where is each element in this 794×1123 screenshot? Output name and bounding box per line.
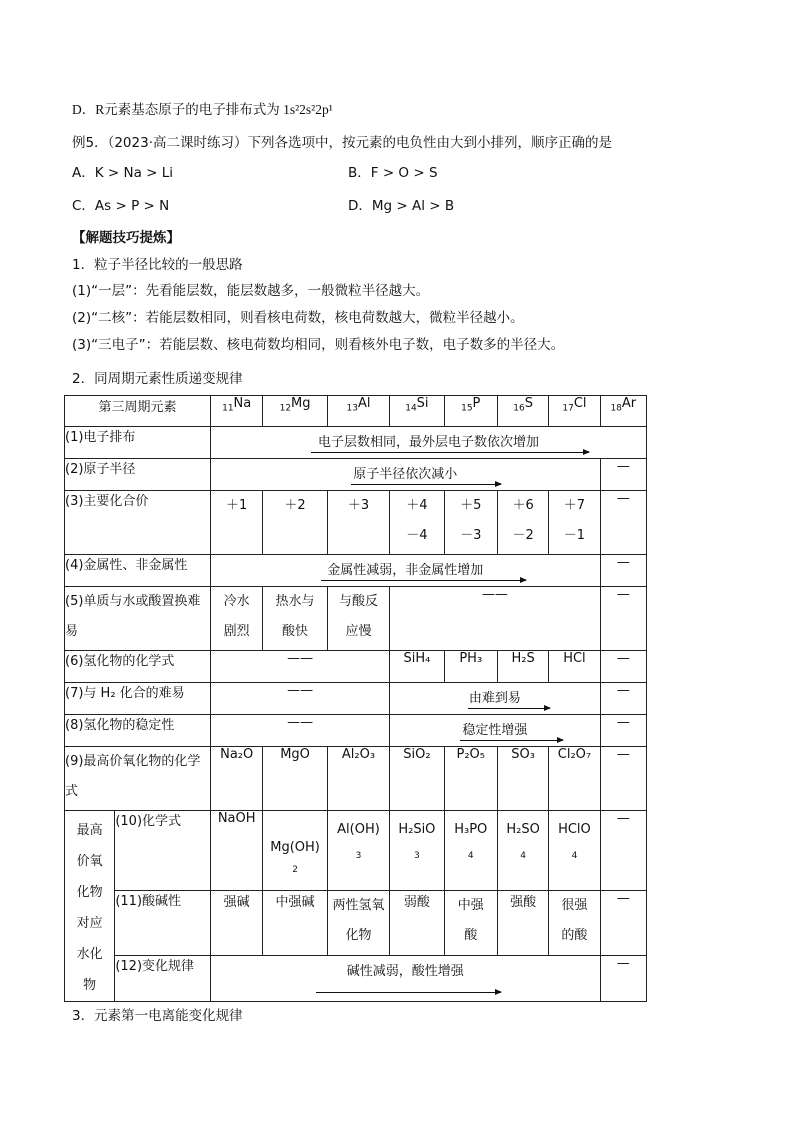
row11-si: 弱酸: [390, 891, 444, 955]
row3-cl: ＋7 －1: [549, 491, 600, 555]
row6-si: SiH₄: [390, 651, 444, 683]
row11-label: (11)酸碱性: [115, 891, 211, 955]
row10-mg: Mg(OH) 2: [263, 811, 327, 891]
row10-cl: HClO 4: [549, 811, 600, 891]
row1-label: (1)电子排布: [65, 427, 211, 459]
row2-trend-text: 原子半径依次减小: [353, 467, 458, 482]
row-hydride-formula: [65, 651, 647, 683]
row2-label: (2)原子半径: [65, 459, 211, 491]
row11-ar: —: [600, 891, 646, 955]
row3-al: ＋3: [327, 491, 389, 555]
row12-label: (12)变化规律: [115, 955, 211, 1001]
option-a: A．K > Na > Li: [72, 165, 174, 181]
row7-label: (7)与 H₂ 化合的难易: [65, 683, 211, 715]
tips-title: 【解题技巧提炼】: [72, 230, 180, 246]
row11-na: 强碱: [211, 891, 263, 955]
header-ar: $_{18}$Ar: [600, 396, 646, 427]
row4-ar: —: [600, 555, 646, 587]
row10-label: (10)化学式: [115, 811, 211, 891]
row5-ar: —: [600, 587, 646, 651]
row3-p: ＋5 －3: [444, 491, 497, 555]
row12-trend-text: 碱性减弱，酸性增强: [346, 963, 464, 979]
row12-trend: [211, 955, 601, 1001]
row8-arrow-icon: [460, 740, 563, 741]
row3-si: ＋4 －4: [390, 491, 444, 555]
header-s: $_{16}$S: [497, 396, 548, 427]
row6-left: ——: [211, 651, 390, 683]
row4-trend: [211, 555, 601, 587]
row-h2-combination: [65, 683, 647, 715]
row5-al: 与酸反应慢: [327, 587, 389, 651]
row9-si: SiO₂: [390, 747, 444, 811]
tip1-item2: (2)“二核”：若能层数相同，则看核电荷数，核电荷数越大，微粒半径越小。: [72, 310, 524, 326]
row6-cl: HCl: [549, 651, 600, 683]
row5-rest: ——: [390, 587, 600, 651]
option-d-line: D．R元素基态原子的电子排布式为 1s²2s²2p¹: [72, 102, 333, 117]
row9-label: (9)最高价氧化物的化学式: [65, 747, 211, 811]
example5-question: 例5．（2023·高二课时练习）下列各选项中，按元素的电负性由大到小排列，顺序正确的是: [72, 135, 612, 151]
row4-label: (4)金属性、非金属性: [65, 555, 211, 587]
row-metallicity: [65, 555, 647, 587]
row10-ar: —: [600, 811, 646, 891]
row2-arrow-icon: [351, 484, 501, 485]
tip1-item3: (3)“三电子”：若能层数、核电荷数均相同，则看核外电子数，电子数多的半径大。: [72, 337, 565, 353]
tip2-heading: 2．同周期元素性质递变规律: [72, 371, 243, 387]
row-displacement: [65, 587, 647, 651]
row5-label: (5)单质与水或酸置换难易: [65, 587, 211, 651]
row11-cl: 很强的酸: [549, 891, 600, 955]
group-label: 最高价氧化物对应水化物: [65, 811, 115, 1002]
row2-ar: —: [600, 459, 646, 491]
option-c: C．As > P > N: [72, 198, 170, 214]
tip1-item1: (1)“一层”：先看能层数，能层数越多，一般微粒半径越大。: [72, 283, 430, 299]
row9-ar: —: [600, 747, 646, 811]
row6-ar: —: [600, 651, 646, 683]
row7-left: ——: [211, 683, 390, 715]
row10-si: H₂SiO 3: [390, 811, 444, 891]
row3-na: ＋1: [211, 491, 263, 555]
header-cl: $_{17}$Cl: [549, 396, 600, 427]
row5-na: 冷水剧烈: [211, 587, 263, 651]
row4-arrow-icon: [321, 580, 526, 581]
row8-left: ——: [211, 715, 390, 747]
row-acidity: [65, 891, 647, 955]
row9-p: P₂O₅: [444, 747, 497, 811]
row7-ar: —: [600, 683, 646, 715]
row12-ar: —: [600, 955, 646, 1001]
row2-trend: [211, 459, 601, 491]
row3-label: (3)主要化合价: [65, 491, 211, 555]
row5-mg: 热水与酸快: [263, 587, 327, 651]
row8-trend-text: 稳定性增强: [462, 723, 528, 738]
header-al: $_{13}$Al: [327, 396, 389, 427]
header-mg: $_{12}$Mg: [263, 396, 327, 427]
row8-ar: —: [600, 715, 646, 747]
row11-p: 中强酸: [444, 891, 497, 955]
header-p: $_{15}$P: [444, 396, 497, 427]
row7-arrow-icon: [468, 708, 550, 709]
row-electron-config: [65, 427, 647, 459]
row-hydroxide-formula: [65, 811, 647, 891]
row1-arrow-icon: [311, 452, 589, 453]
header-si: $_{14}$Si: [390, 396, 444, 427]
row10-na: NaOH: [211, 811, 263, 891]
header-label: 第三周期元素: [65, 396, 211, 427]
row10-p: H₃PO 4: [444, 811, 497, 891]
row9-s: SO₃: [497, 747, 548, 811]
row11-al: 两性氢氧化物: [327, 891, 389, 955]
row12-arrow-icon: [316, 992, 501, 993]
row9-na: Na₂O: [211, 747, 263, 811]
row9-mg: MgO: [263, 747, 327, 811]
row-valence: [65, 491, 647, 555]
row-atomic-radius: [65, 459, 647, 491]
row8-trend: [390, 715, 600, 747]
header-na: $_{11}$Na: [211, 396, 263, 427]
row-hydride-stability: [65, 715, 647, 747]
row9-al: Al₂O₃: [327, 747, 389, 811]
header-row: [65, 396, 647, 427]
tip1-heading: 1．粒子半径比较的一般思路: [72, 257, 243, 273]
row3-mg: ＋2: [263, 491, 327, 555]
periodic-trends-table: [64, 395, 647, 1002]
row10-al: Al(OH) 3: [327, 811, 389, 891]
row7-trend: [390, 683, 600, 715]
row9-cl: Cl₂O₇: [549, 747, 600, 811]
row6-label: (6)氢化物的化学式: [65, 651, 211, 683]
option-b: B．F > O > S: [348, 165, 438, 181]
row4-trend-text: 金属性减弱，非金属性增加: [327, 563, 484, 578]
row-variation: [65, 955, 647, 1001]
row6-s: H₂S: [497, 651, 548, 683]
row10-s: H₂SO 4: [497, 811, 548, 891]
row7-trend-text: 由难到易: [468, 691, 521, 706]
row3-ar: —: [600, 491, 646, 555]
row11-mg: 中强碱: [263, 891, 327, 955]
row3-s: ＋6 －2: [497, 491, 548, 555]
tip3-heading: 3．元素第一电离能变化规律: [72, 1008, 243, 1024]
row1-trend-text: 电子层数相同，最外层电子数依次增加: [317, 435, 539, 450]
row-oxide-formula: [65, 747, 647, 811]
row6-p: PH₃: [444, 651, 497, 683]
row11-s: 强酸: [497, 891, 548, 955]
row1-trend: [211, 427, 647, 459]
option-d: D．Mg > Al > B: [348, 198, 455, 214]
row8-label: (8)氢化物的稳定性: [65, 715, 211, 747]
